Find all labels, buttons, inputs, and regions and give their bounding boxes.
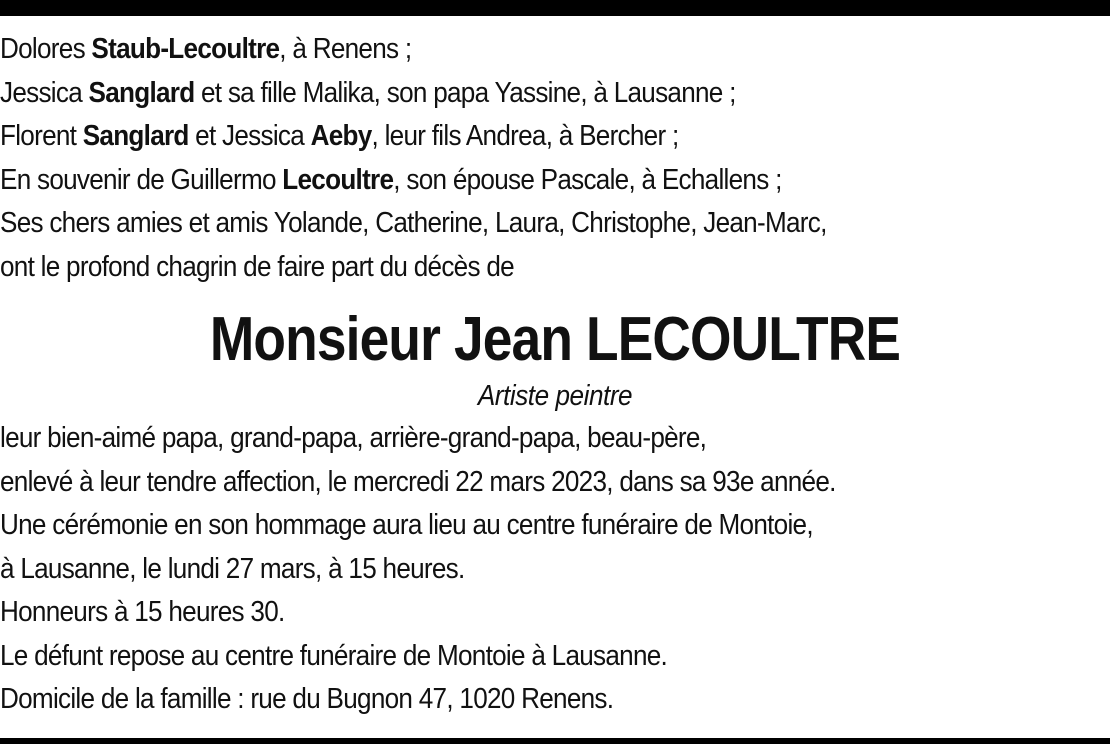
top-border-rule	[0, 0, 1110, 16]
detail-line-7: Domicile de la famille : rue du Bugnon 47, 1020 Renens.	[0, 683, 614, 715]
detail-line-1: leur bien-aimé papa, grand-papa, arrière-grand-papa, beau-père,	[0, 422, 707, 454]
family-line-6: ont le profond chagrin de faire part du décès de	[0, 250, 514, 283]
family-line-1	[0, 28, 997, 72]
family-line-text: En souvenir de Guillermo	[0, 163, 283, 196]
family-surname: Sanglard	[88, 76, 195, 109]
deceased-block	[0, 301, 1110, 413]
detail-line-6: Le défunt repose au centre funéraire de Montoie à Lausanne.	[0, 639, 668, 672]
detail-line-3: Une cérémonie en son hommage aura lieu au centre funéraire de Montoie,	[0, 509, 813, 541]
detail-line-4: à Lausanne, le lundi 27 mars, à 15 heures.	[0, 552, 465, 585]
family-line-text: Jessica	[0, 76, 89, 109]
bottom-border-rule	[0, 738, 1110, 744]
family-surname: Sanglard	[82, 120, 189, 152]
family-line-text: , son épouse Pascale, à Echallens ;	[393, 163, 782, 196]
family-line-text: et sa fille Malika, son papa Yassine, à Lausanne ;	[194, 76, 736, 109]
family-line-2	[0, 72, 997, 116]
family-line-4	[0, 159, 997, 203]
family-line-text: Florent	[0, 120, 83, 152]
family-surname: Lecoultre	[282, 163, 394, 196]
family-surname: Staub-Lecoultre	[91, 33, 280, 65]
family-surname: Aeby	[310, 120, 372, 152]
family-line-text: , à Renens ;	[279, 33, 412, 65]
family-line-text: Dolores	[0, 33, 92, 65]
deceased-profession: Artiste peintre	[477, 380, 633, 412]
detail-line-2: enlevé à leur tendre affection, le mercredi 22 mars 2023, dans sa 93e année.	[0, 465, 836, 498]
family-line-text: et Jessica	[188, 120, 311, 152]
detail-line-5: Honneurs à 15 heures 30.	[0, 596, 285, 628]
family-line-text: , leur fils Andrea, à Bercher ;	[371, 120, 679, 152]
deceased-name: Monsieur Jean LECOULTRE	[209, 305, 901, 374]
family-line-5: Ses chers amies et amis Yolande, Catherine, Laura, Christophe, Jean-Marc,	[0, 207, 827, 239]
family-line-3	[0, 115, 997, 159]
obituary-notice	[0, 28, 1108, 722]
